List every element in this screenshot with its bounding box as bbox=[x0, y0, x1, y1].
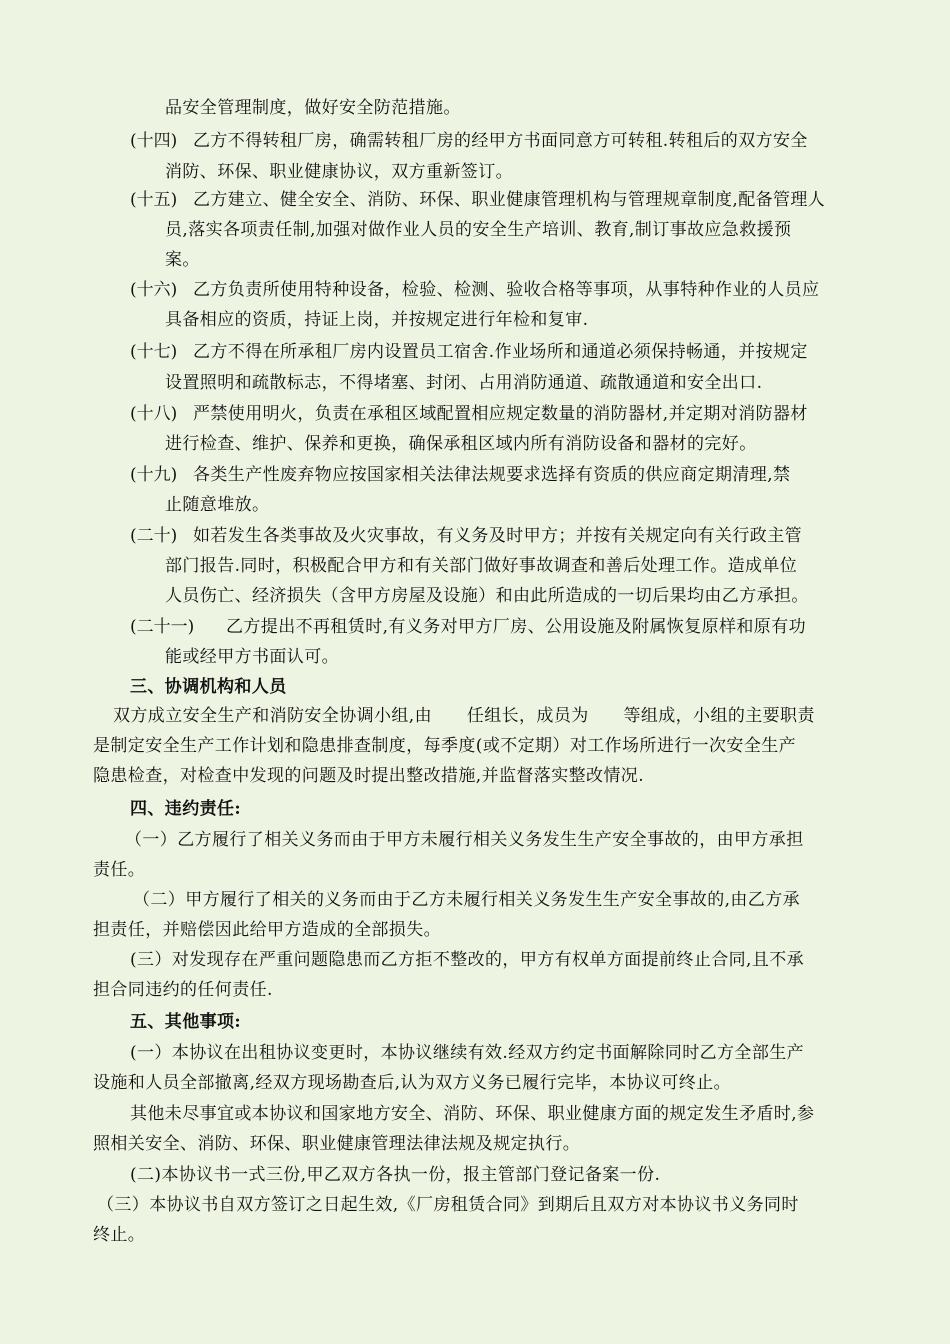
item-line: 如若发生各类事故及火灾事故，有义务及时甲方；并按有关规定向有关行政主管 bbox=[193, 526, 802, 546]
item-number: (十六) bbox=[130, 280, 178, 300]
item-line: 人员伤亡、经济损失（含甲方房屋及设施）和由此所造成的一切后果均由乙方承担。 bbox=[165, 586, 809, 606]
item-number: (十七) bbox=[130, 342, 178, 362]
section-heading: 四、违约责任: bbox=[130, 799, 242, 819]
item-line: 各类生产性废弃物应按国家相关法律法规要求选择有资质的供应商定期清理,禁 bbox=[193, 465, 791, 485]
item-line: 乙方不得转租厂房，确需转租厂房的经甲方书面同意方可转租.转租后的双方安全 bbox=[193, 131, 808, 151]
item-line: 消防、环保、职业健康协议，双方重新签订。 bbox=[165, 162, 513, 182]
item-line: 员,落实各项责任制,加强对做作业人员的安全生产培训、教育,制订事故应急救援预 bbox=[165, 220, 792, 240]
item-number: (二十一) bbox=[130, 617, 195, 637]
item-line: 乙方负责所使用特种设备，检验、检测、验收合格等事项，从事特种作业的人员应 bbox=[193, 280, 820, 300]
item-line: 乙方提出不再租赁时,有义务对甲方厂房、公用设施及附属恢复原样和原有功 bbox=[226, 617, 807, 637]
item-line: 严禁使用明火，负责在承租区域配置相应规定数量的消防器材,并定期对消防器材 bbox=[193, 404, 808, 424]
paragraph-line: 责任。 bbox=[93, 860, 146, 880]
section-heading: 五、其他事项: bbox=[130, 1012, 242, 1032]
item-line: 能或经甲方书面认可。 bbox=[165, 647, 339, 667]
paragraph-line: （一）乙方履行了相关义务而由于甲方未履行相关义务发生生产安全事故的，由甲方承担 bbox=[125, 830, 804, 850]
paragraph-line: 隐患检查，对检查中发现的问题及时提出整改措施,并监督落实整改情况. bbox=[93, 766, 645, 786]
item-number: (十九) bbox=[130, 465, 178, 485]
paragraph-line: 其他未尽事宜或本协议和国家地方安全、消防、环保、职业健康方面的规定发生矛盾时,参 bbox=[130, 1104, 815, 1124]
paragraph-line: 设施和人员全部撤离,经双方现场勘查后,认为双方义务已履行完毕，本协议可终止。 bbox=[93, 1073, 732, 1093]
paragraph-line: (三）对发现存在严重问题隐患而乙方拒不整改的，甲方有权单方面提前终止合同,且不承 bbox=[130, 950, 805, 970]
paragraph-line: 是制定安全生产工作计划和隐患排查制度，每季度(或不定期）对工作场所进行一次安全生产 bbox=[93, 736, 797, 756]
paragraph-line: 双方成立安全生产和消防安全协调小组,由 任组长，成员为 等组成，小组的主要职责 bbox=[113, 706, 815, 726]
item-line: 乙方建立、健全安全、消防、环保、职业健康管理机构与管理规章制度,配备管理人 bbox=[193, 190, 826, 210]
item-line: 品安全管理制度，做好安全防范措施。 bbox=[165, 98, 461, 118]
paragraph-line: (一）本协议在出租协议变更时，本协议继续有效.经双方约定书面解除同时乙方全部生产 bbox=[130, 1043, 805, 1063]
paragraph-line: (二)本协议书一式三份,甲乙双方各执一份，报主管部门登记备案一份. bbox=[130, 1165, 661, 1185]
item-line: 进行检查、维护、保养和更换，确保承租区域内所有消防设备和器材的完好。 bbox=[165, 434, 757, 454]
section-heading: 三、协调机构和人员 bbox=[130, 677, 287, 697]
paragraph-line: 担责任，并赔偿因此给甲方造成的全部损失。 bbox=[93, 920, 441, 940]
paragraph-line: （三）本协议书自双方签订之日起生效,《厂房租赁合同》到期后且双方对本协议书义务同时 bbox=[97, 1195, 799, 1215]
item-line: 具备相应的资质，持证上岗，并按规定进行年检和复审. bbox=[165, 310, 589, 330]
item-line: 案。 bbox=[165, 250, 200, 270]
item-line: 设置照明和疏散标志，不得堵塞、封闭、占用消防通道、疏散通道和安全出口. bbox=[165, 373, 763, 393]
paragraph-line: 照相关安全、消防、环保、职业健康管理法律法规及规定执行。 bbox=[93, 1134, 581, 1154]
item-line: 乙方不得在所承租厂房内设置员工宿舍.作业场所和通道必须保持畅通，并按规定 bbox=[193, 342, 808, 362]
item-number: (十四) bbox=[130, 131, 178, 151]
item-number: (十八) bbox=[130, 404, 178, 424]
item-number: (二十) bbox=[130, 526, 178, 546]
paragraph-line: 终止。 bbox=[93, 1225, 146, 1245]
item-line: 部门报告.同时，积极配合甲方和有关部门做好事故调查和善后处理工作。造成单位 bbox=[165, 556, 798, 576]
paragraph-line: 担合同违约的任何责任. bbox=[93, 980, 273, 1000]
item-line: 止随意堆放。 bbox=[165, 495, 270, 515]
item-number: (十五) bbox=[130, 190, 178, 210]
paragraph-line: （二）甲方履行了相关的义务而由于乙方未履行相关义务发生生产安全事故的,由乙方承 bbox=[133, 890, 801, 910]
